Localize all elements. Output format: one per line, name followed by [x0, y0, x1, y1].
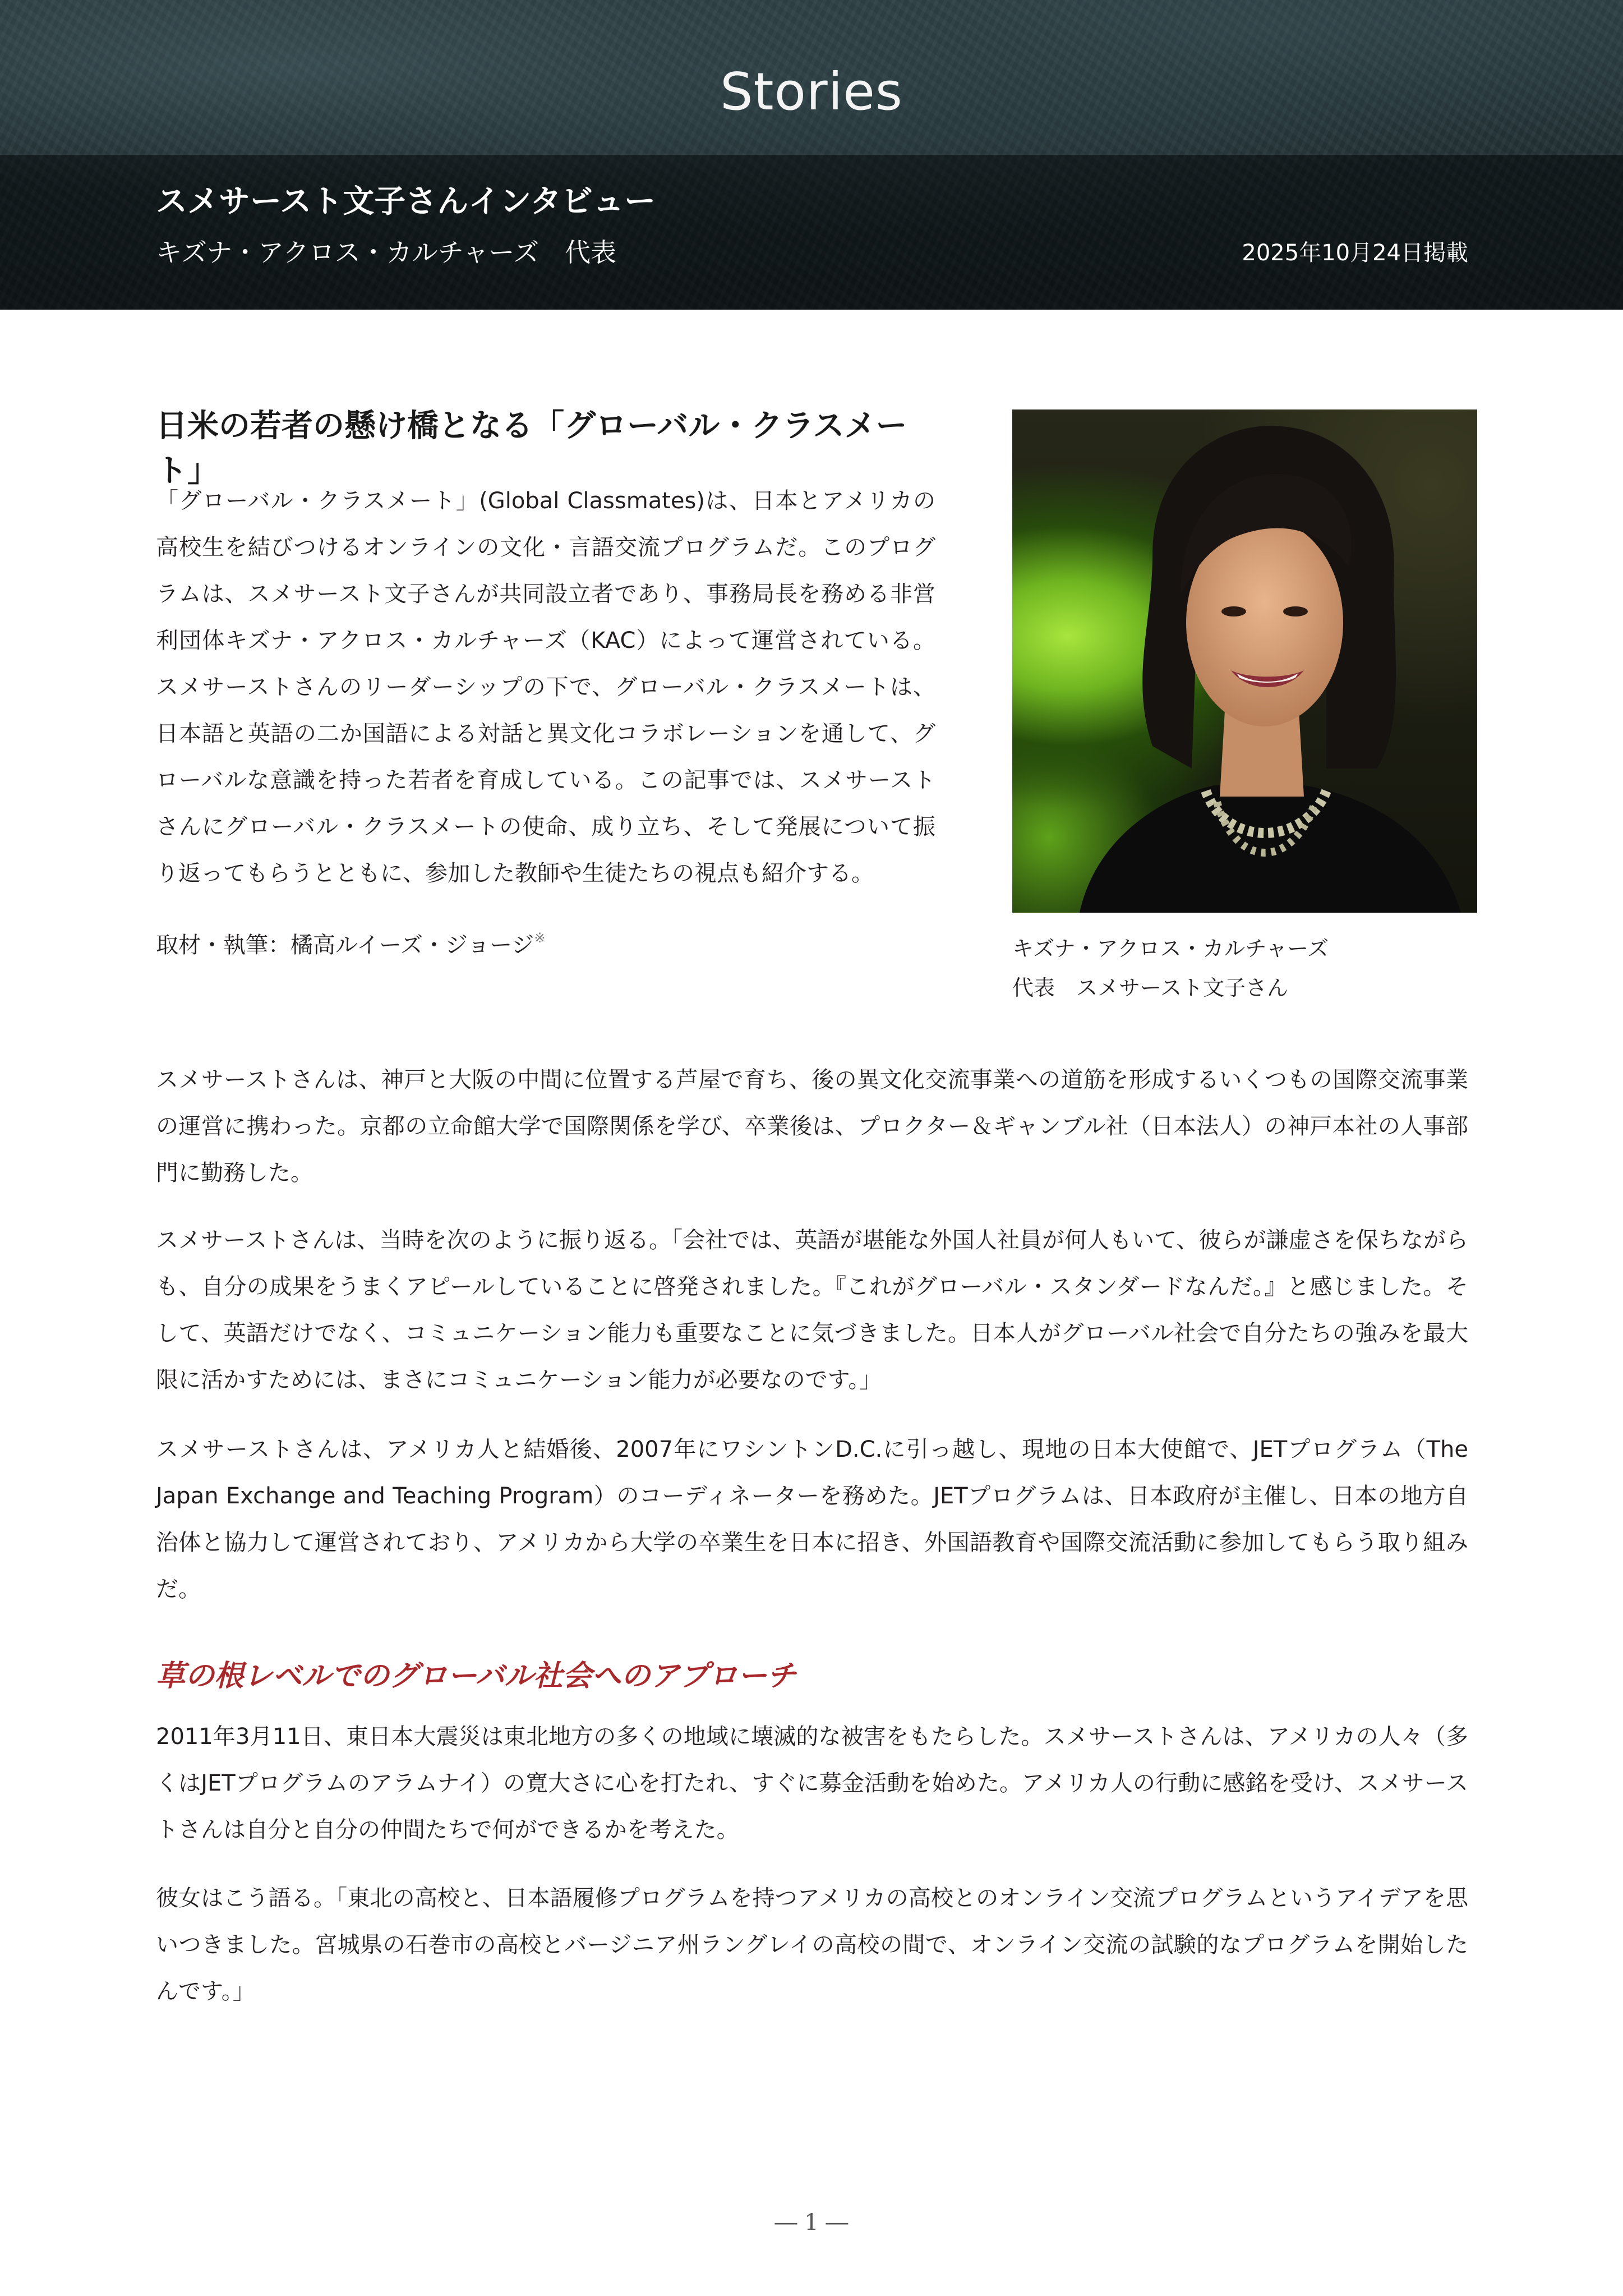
portrait-illustration	[1012, 409, 1477, 913]
byline	[156, 915, 546, 968]
organization-title: キズナ・アクロス・カルチャーズ 代表	[156, 237, 617, 268]
caption-organization: キズナ・アクロス・カルチャーズ	[1012, 936, 1329, 961]
section-subheading: 草の根レベルでのグローバル社会へのアプローチ	[156, 1659, 796, 1693]
page-header	[0, 0, 1623, 310]
body-paragraph-1: スメサーストさんは、神戸と大阪の中間に位置する芦屋で育ち、後の異文化交流事業への道筋を形成するいくつもの国際交流事業の運営に携わった。京都の立命館大学で国際関係を学び、卒業後は、プロクター＆ギャンブル社（日本法人）の神戸本社の人事部門に勤務した。	[156, 1067, 1468, 1186]
portrait-photo	[1012, 409, 1477, 913]
page-number: ― 1 ―	[774, 2210, 849, 2235]
byline-text: 取材・執筆：橘高ルイーズ・ジョージ	[156, 932, 534, 958]
section-title: Stories	[720, 62, 903, 122]
photo-caption	[1012, 929, 1478, 1007]
body-paragraph-4: 2011年3月11日、東日本大震災は東北地方の多くの地域に壊滅的な被害をもたらした。スメサーストさんは、アメリカの人々（多くはJETプログラムのアラムナイ）の寛大さに心を打たれ、すぐに募金活動を始めた。アメリカ人の行動に感銘を受け、スメサーストさんは自分と自分の仲間たちで何ができるかを考えた。	[156, 1724, 1468, 1843]
body-paragraph-5: 彼女はこう語る。「東北の高校と、日本語履修プログラムを持つアメリカの高校とのオンライン交流プログラムというアイデアを思いつきました。宮城県の石巻市の高校とバージニア州ラングレイの高校の間で、オンライン交流の試験的なプログラムを開始したんです。」	[156, 1885, 1468, 2004]
publication-date: 2025年10月24日掲載	[1242, 240, 1468, 266]
interview-title: スメサースト文子さんインタビュー	[156, 183, 656, 220]
lead-heading: 日米の若者の懸け橋となる「グローバル・クラスメート」	[156, 408, 907, 489]
caption-name: 代表 スメサースト文子さん	[1012, 976, 1289, 1000]
byline-footnote-mark: ※	[534, 930, 546, 946]
body-paragraph-2: スメサーストさんは、当時を次のように振り返る。「会社では、英語が堪能な外国人社員が何人もいて、彼らが謙虚さを保ちながらも、自分の成果をうまくアピールしていることに啓発されました。『これがグローバル・スタンダードなんだ。』と感じました。そして、英語だけでなく、コミュニケーション能力も重要なことに気づきました。日本人がグローバル社会で自分たちの強みを最大限に活かすためには、まさにコミュニケーション能力が必要なのです。」	[156, 1227, 1468, 1393]
header-title-band	[0, 155, 1623, 310]
body-paragraph-3: スメサーストさんは、アメリカ人と結婚後、2007年にワシントンD.C.に引っ越し、現地の日本大使館で、JETプログラム（The Japan Exchange and Teaching Program）のコーディネーターを務めた。JETプログラムは、日本政府が主催し、日本の地方自治体と協力して運営されており、アメリカから大学の卒業生を日本に招き、外国語教育や国際交流活動に参加してもらう取り組みだ。	[156, 1437, 1468, 1602]
intro-paragraph: 「グローバル・クラスメート」(Global Classmates)は、日本とアメリカの高校生を結びつけるオンラインの文化・言語交流プログラムだ。このプログラムは、スメサースト文子さんが共同設立者であり、事務局長を務める非営利団体キズナ・アクロス・カルチャーズ（KAC）によって運営されている。スメサーストさんのリーダーシップの下で、グローバル・クラスメートは、日本語と英語の二か国語による対話と異文化コラボレーションを通して、グローバルな意識を持った若者を育成している。この記事では、スメサーストさんにグローバル・クラスメートの使命、成り立ち、そして発展について振り返ってもらうとともに、参加した教師や生徒たちの視点も紹介する。	[156, 488, 935, 886]
